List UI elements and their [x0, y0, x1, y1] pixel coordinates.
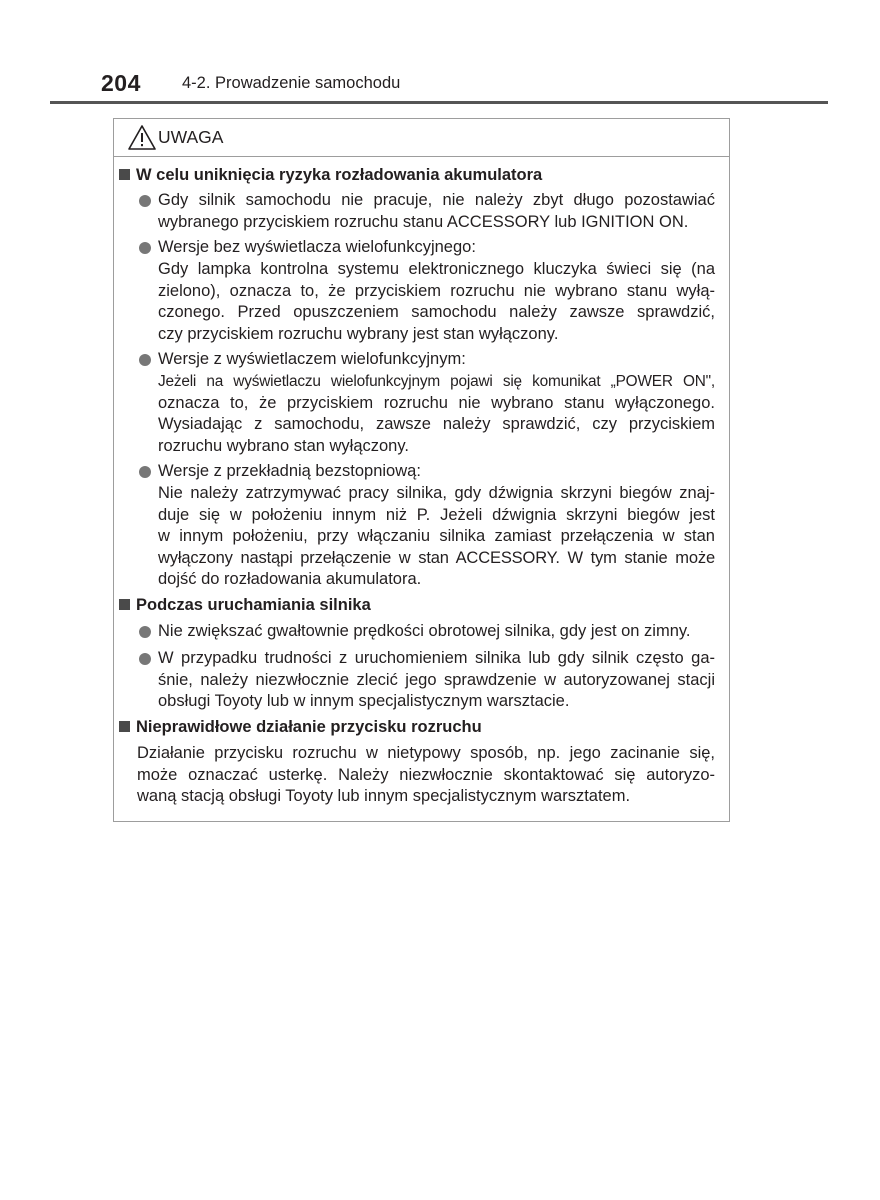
text-line: Wersje z przekładnią bezstopniową: — [158, 462, 421, 480]
text-line: Gdy silnik samochodu nie pracuje, nie należy zbyt długo pozostawiać — [158, 191, 715, 209]
text-line: duje się w położeniu innym niż P. Jeżeli dźwignia skrzyni biegów jest — [158, 505, 715, 524]
section-heading — [119, 595, 371, 615]
text-line: obsługi Toyoty lub w innym specjalistycznym warsztacie. — [158, 692, 570, 710]
text-line: rozruchu wybrano stan wyłączony. — [158, 436, 409, 455]
heading-text: W celu uniknięcia ryzyka rozładowania akumulatora — [136, 166, 543, 184]
bullet-icon — [139, 354, 151, 366]
text-line: Gdy lampka kontrolna systemu elektronicznego kluczyka świeci się (na — [158, 260, 715, 278]
text-line: śnie, należy niezwłocznie zlecić jego sprawdzenie w autoryzowanej stacji — [158, 670, 715, 689]
text-line: może oznaczać usterkę. Należy niezwłocznie skontaktować się autoryzo- — [137, 765, 715, 784]
bullet-icon — [139, 195, 151, 207]
section-heading — [119, 717, 482, 737]
bullet-icon — [139, 653, 151, 665]
heading-text: Nieprawidłowe działanie przycisku rozruchu — [136, 718, 482, 736]
text-line: w innym położeniu, przy włączaniu silnika zamiast przełączenia w stan — [158, 527, 715, 545]
warning-triangle-icon — [127, 124, 157, 151]
text-line: Nie zwiększać gwałtownie prędkości obrotowej silnika, gdy jest on zimny. — [158, 622, 691, 640]
text-line: Nie należy zatrzymywać pracy silnika, gdy dźwignia skrzyni biegów znaj- — [158, 484, 715, 502]
header-divider — [50, 101, 828, 104]
text-line: Wysiadając z samochodu, zawsze należy sprawdzić, czy przyciskiem — [158, 415, 715, 433]
text-line: czonego. Przed opuszczeniem samochodu należy zawsze sprawdzić, — [158, 303, 715, 321]
bullet-icon — [139, 242, 151, 254]
text-line: W przypadku trudności z uruchomieniem silnika lub gdy silnik często ga- — [158, 649, 715, 667]
text-line: waną stacją obsługi Toyoty lub innym specjalistycznym warsztatem. — [137, 787, 631, 805]
text-line: wybranego przyciskiem rozruchu stanu ACCESSORY lub IGNITION ON. — [158, 212, 689, 231]
text-line: wyłączony nastąpi przełączenie w stan ACCESSORY. W tym stanie może — [158, 548, 715, 567]
text-line: Wersje bez wyświetlacza wielofunkcyjnego: — [158, 238, 476, 256]
text-line: zielono), oznacza to, że przyciskiem rozruchu nie wybrano stanu wyłą- — [158, 281, 715, 300]
bullet-icon — [139, 626, 151, 638]
heading-text: Podczas uruchamiania silnika — [136, 596, 371, 614]
section-title: 4-2. Prowadzenie samochodu — [182, 74, 401, 92]
warning-header — [114, 119, 729, 157]
page-number: 204 — [101, 70, 141, 96]
text-line: Działanie przycisku rozruchu w nietypowy sposób, np. jego zacinanie się, — [137, 744, 715, 762]
text-line: oznacza to, że przyciskiem rozruchu nie wybrano stanu wyłączonego. — [158, 393, 715, 412]
text-line: dojść do rozładowania akumulatora. — [158, 570, 422, 588]
square-bullet-icon — [119, 721, 130, 732]
text-line: Wersje z wyświetlaczem wielofunkcyjnym: — [158, 350, 466, 368]
section-heading — [119, 165, 542, 185]
text-line: czy przyciskiem rozruchu wybrany jest stan wyłączony. — [158, 324, 559, 343]
warning-title: UWAGA — [158, 127, 224, 147]
text-line: Jeżeli na wyświetlaczu wielofunkcyjnym pojawi się komunikat „POWER ON", — [158, 373, 715, 390]
square-bullet-icon — [119, 169, 130, 180]
square-bullet-icon — [119, 599, 130, 610]
bullet-icon — [139, 466, 151, 478]
